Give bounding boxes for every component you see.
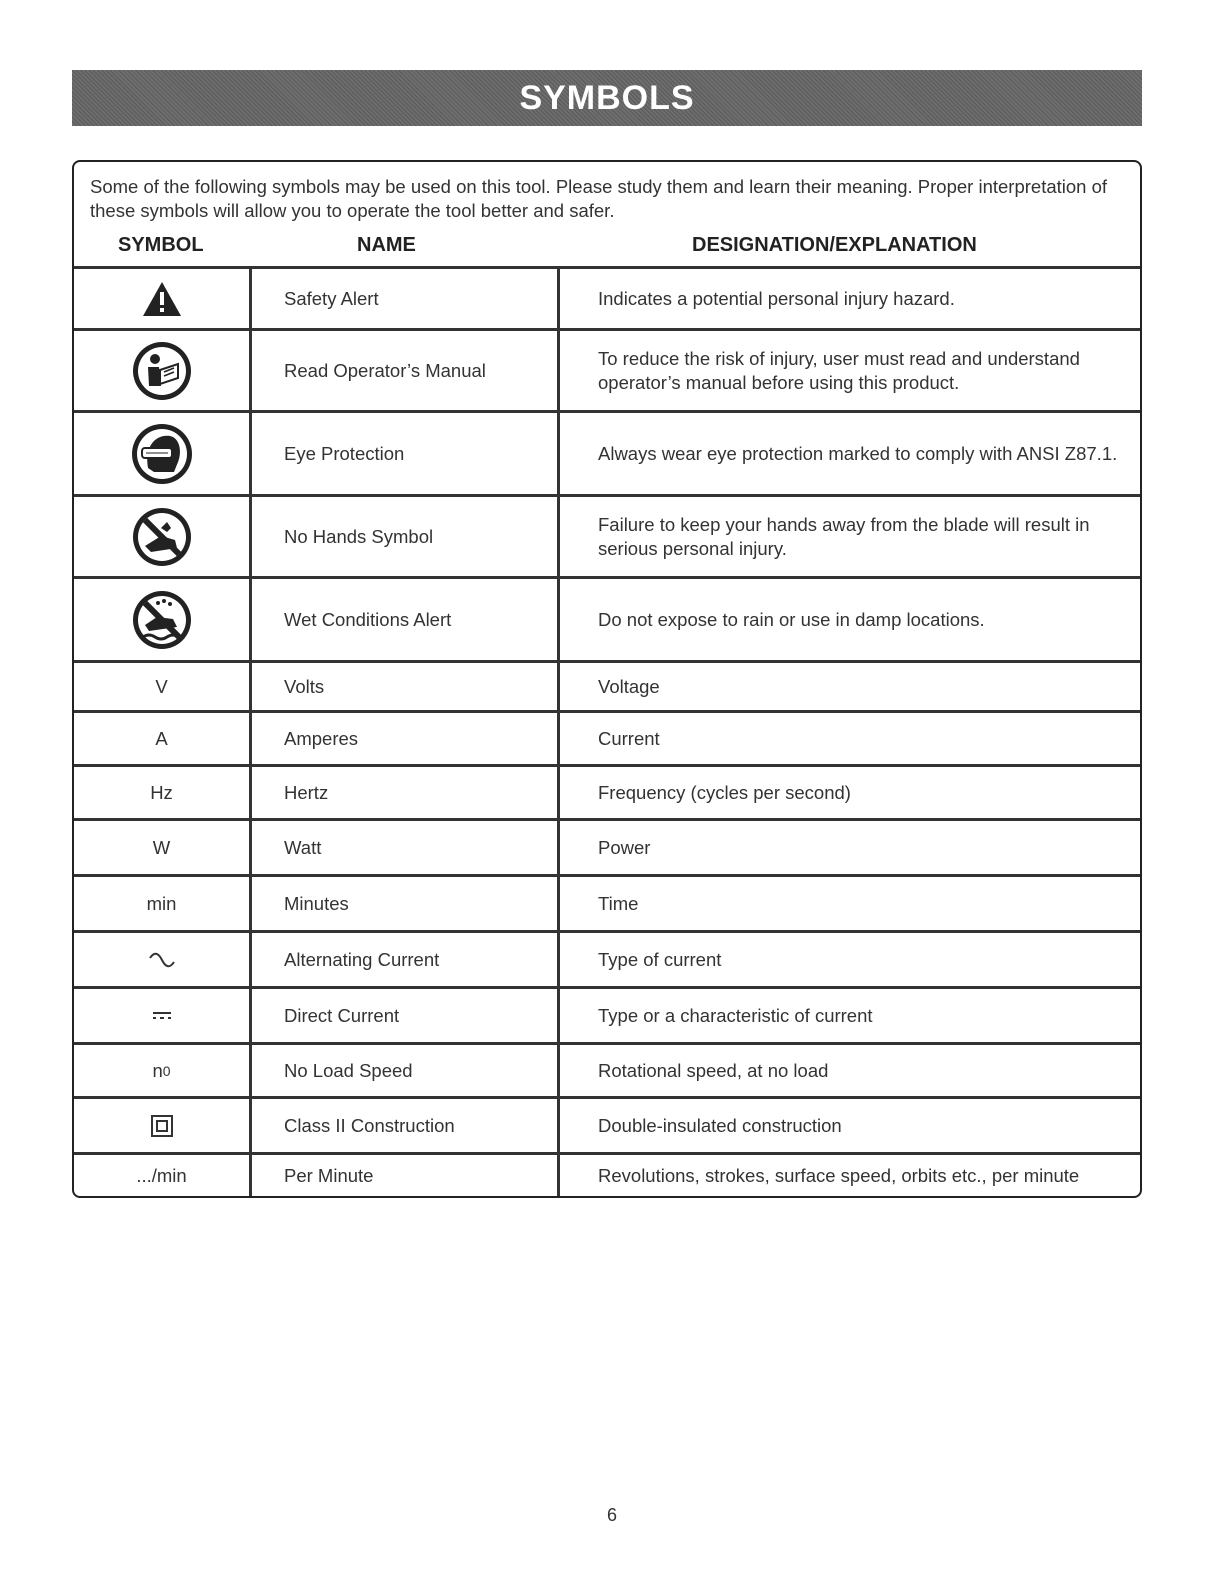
name-cell: Direct Current [252, 989, 560, 1042]
symbol-cell [74, 413, 252, 494]
symbol-cell [74, 497, 252, 576]
name-cell: No Hands Symbol [252, 497, 560, 576]
table-row [74, 576, 1140, 660]
table-row [74, 266, 1140, 328]
name-cell: Minutes [252, 877, 560, 930]
symbols-table-box [72, 160, 1142, 1198]
table-row [74, 764, 1140, 818]
header-name: NAME [357, 234, 416, 256]
name-cell: Eye Protection [252, 413, 560, 494]
name-cell: Hertz [252, 767, 560, 818]
table-row [74, 710, 1140, 764]
explanation-cell: Do not expose to rain or use in damp locations. [598, 608, 985, 630]
read-manual-icon [131, 340, 193, 402]
table-row [74, 494, 1140, 576]
no-load-speed-symbol: n [152, 1059, 163, 1081]
intro-text: Some of the following symbols may be used on this tool. Please study them and learn their meaning. Proper interpretation of these symbols will allow you to operate the tool better and safer. [90, 176, 1108, 221]
title-banner [72, 70, 1142, 126]
explanation-cell: Failure to keep your hands away from the blade will result in serious personal injury. [598, 513, 1090, 559]
explanation-cell: Type of current [598, 948, 722, 970]
class-ii-construction-icon [151, 1115, 173, 1137]
no-load-speed-subscript: 0 [162, 1062, 171, 1079]
name-cell: Volts [252, 663, 560, 710]
header-explanation: DESIGNATION/EXPLANATION [692, 234, 977, 256]
page-title: SYMBOLS [519, 78, 695, 117]
table-row [74, 874, 1140, 930]
direct-current-icon [152, 1011, 172, 1021]
eye-protection-icon [130, 422, 194, 486]
name-cell: Wet Conditions Alert [252, 579, 560, 660]
symbol-cell [74, 1045, 252, 1096]
symbol-cell: .../min [74, 1155, 252, 1196]
explanation-cell: To reduce the risk of injury, user must read and understand operator’s manual before using this product. [598, 347, 1080, 393]
explanation-cell: Voltage [598, 675, 660, 697]
page-number: 6 [606, 1505, 617, 1525]
name-cell: Watt [252, 821, 560, 874]
symbol-cell: Hz [74, 767, 252, 818]
symbol-cell: min [74, 877, 252, 930]
table-row [74, 986, 1140, 1042]
explanation-cell: Time [598, 892, 639, 914]
explanation-cell: Double-insulated construction [598, 1114, 842, 1136]
alternating-current-icon [148, 952, 176, 968]
wet-conditions-icon [131, 589, 193, 651]
table-row [74, 930, 1140, 986]
name-cell: Per Minute [252, 1155, 560, 1196]
explanation-cell: Rotational speed, at no load [598, 1059, 829, 1081]
symbol-cell: A [74, 713, 252, 764]
table-row [74, 328, 1140, 410]
name-cell: Safety Alert [252, 269, 560, 328]
table-row [74, 1042, 1140, 1096]
explanation-cell: Frequency (cycles per second) [598, 781, 851, 803]
table-row [74, 410, 1140, 494]
table-row [74, 660, 1140, 710]
safety-alert-icon [141, 280, 183, 318]
name-cell: Amperes [252, 713, 560, 764]
table-row [74, 818, 1140, 874]
name-cell: Alternating Current [252, 933, 560, 986]
header-symbol: SYMBOL [118, 234, 204, 256]
symbol-cell: W [74, 821, 252, 874]
name-cell: Read Operator’s Manual [252, 331, 560, 410]
no-hands-icon [131, 506, 193, 568]
explanation-cell: Indicates a potential personal injury hazard. [598, 287, 955, 309]
symbol-cell [74, 331, 252, 410]
table-row [74, 1152, 1140, 1196]
explanation-cell: Current [598, 727, 660, 749]
name-cell: No Load Speed [252, 1045, 560, 1096]
explanation-cell: Power [598, 836, 651, 858]
table-row [74, 1096, 1140, 1152]
name-cell: Class II Construction [252, 1099, 560, 1152]
symbol-cell [74, 269, 252, 328]
explanation-cell: Type or a characteristic of current [598, 1004, 873, 1026]
symbol-cell [74, 1099, 252, 1152]
symbol-cell [74, 579, 252, 660]
symbol-cell [74, 933, 252, 986]
symbol-cell: V [74, 663, 252, 710]
explanation-cell: Always wear eye protection marked to comply with ANSI Z87.1. [598, 442, 1118, 464]
explanation-cell: Revolutions, strokes, surface speed, orbits etc., per minute [598, 1164, 1080, 1186]
symbol-cell [74, 989, 252, 1042]
